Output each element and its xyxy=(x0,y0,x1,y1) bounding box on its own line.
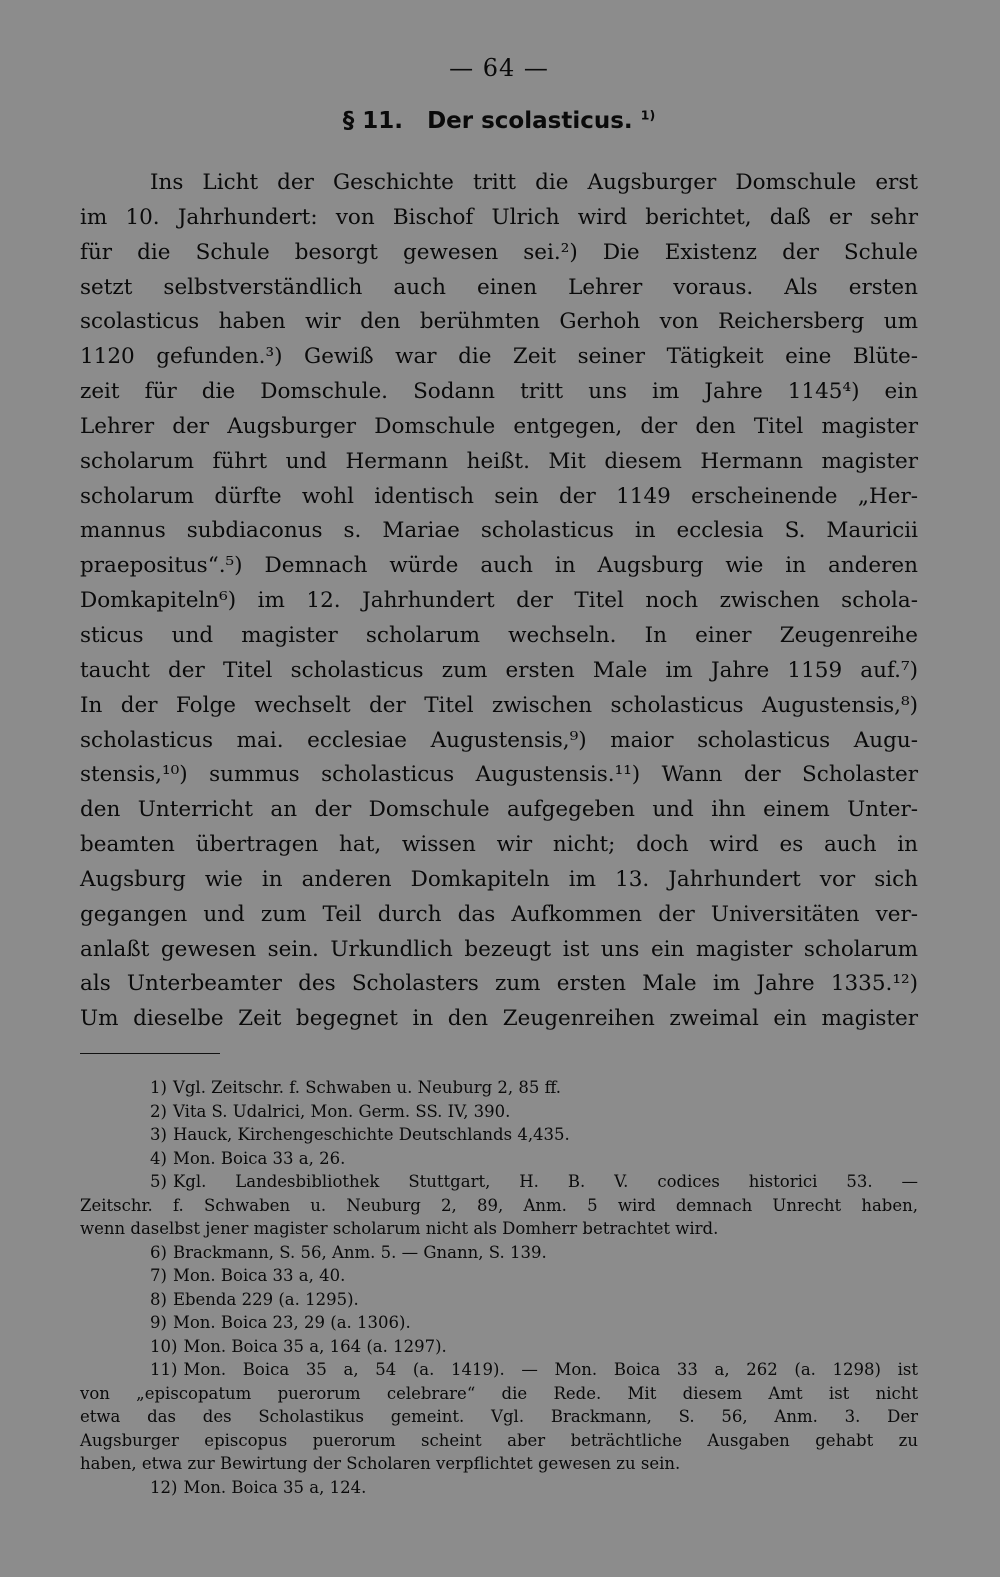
footnote-text: Mon. Boica 35 a, 124. xyxy=(183,1477,367,1497)
body-line: beamten übertragen hat, wissen wir nicht; doch wird es auch in xyxy=(80,832,918,858)
footnote xyxy=(80,1264,918,1288)
footnote xyxy=(80,1241,918,1265)
footnote-line xyxy=(150,1264,918,1288)
footnote-line xyxy=(150,1311,918,1335)
footnote-number: 7) xyxy=(150,1266,167,1286)
footnote xyxy=(80,1358,918,1476)
footnote xyxy=(80,1288,918,1312)
body-line: Lehrer der Augsburger Domschule entgegen, der den Titel magister xyxy=(80,413,918,439)
body-text xyxy=(80,166,918,1037)
footnote-line xyxy=(80,1217,918,1241)
footnote-text: Brackmann, S. 56, Anm. 5. — Gnann, S. 139. xyxy=(172,1242,547,1262)
body-line: taucht der Titel scholasticus zum ersten Male im Jahre 1159 auf.⁷) xyxy=(80,657,918,683)
footnote-number: 4) xyxy=(150,1148,167,1168)
section-title-text: Der scolasticus. xyxy=(427,108,633,134)
footnote-text: Hauck, Kirchengeschichte Deutschlands 4,435. xyxy=(172,1125,570,1145)
body-line: stensis,¹⁰) summus scholasticus Augustensis.¹¹) Wann der Scholaster xyxy=(80,762,918,788)
footnote-line xyxy=(150,1335,918,1359)
footnote xyxy=(80,1476,918,1500)
footnote xyxy=(80,1147,918,1171)
footnote-number: 2) xyxy=(150,1101,167,1121)
footnote-line xyxy=(150,1076,918,1100)
footnote-number: 9) xyxy=(150,1313,167,1333)
section-sign: § 11. xyxy=(342,108,404,134)
body-line: gegangen und zum Teil durch das Aufkommen der Universitäten ver- xyxy=(80,901,918,927)
footnote-text: wenn daselbst jener magister scholarum nicht als Domherr betrachtet wird. xyxy=(80,1219,719,1239)
footnote-line xyxy=(80,1194,918,1218)
footnote-number: 11) xyxy=(150,1360,178,1380)
footnote-number: 12) xyxy=(150,1477,178,1497)
footnote-line xyxy=(80,1382,918,1406)
body-line: zeit für die Domschule. Sodann tritt uns im Jahre 1145⁴) ein xyxy=(80,379,918,405)
body-line: anlaßt gewesen sein. Urkundlich bezeugt ist uns ein magister scholarum xyxy=(80,936,918,962)
body-line: als Unterbeamter des Scholasters zum ersten Male im Jahre 1335.¹²) xyxy=(80,971,918,997)
footnote-line xyxy=(150,1476,918,1500)
footnote-text: Zeitschr. f. Schwaben u. Neuburg 2, 89, Anm. 5 wird demnach Unrecht haben, xyxy=(80,1195,918,1215)
footnote-text: etwa das des Scholastikus gemeint. Vgl. Brackmann, S. 56, Anm. 3. Der xyxy=(80,1407,918,1427)
footnote xyxy=(80,1100,918,1124)
footnote-number: 1) xyxy=(150,1078,167,1098)
footnote-line xyxy=(150,1358,918,1382)
footnote-text: Kgl. Landesbibliothek Stuttgart, H. B. V. codices historici 53. — xyxy=(172,1172,918,1192)
body-line: Augsburg wie in anderen Domkapiteln im 13. Jahrhundert vor sich xyxy=(80,866,918,892)
body-line: scholarum führt und Hermann heißt. Mit diesem Hermann magister xyxy=(80,448,918,474)
footnote-line xyxy=(150,1100,918,1124)
body-line: setzt selbstverständlich auch einen Lehrer voraus. Als ersten xyxy=(80,274,918,300)
section-footnote-ref: 1) xyxy=(640,107,656,123)
body-line: im 10. Jahrhundert: von Bischof Ulrich wird berichtet, daß er sehr xyxy=(80,204,918,230)
page-number: — 64 — xyxy=(449,54,549,82)
body-line: mannus subdiaconus s. Mariae scholasticus in ecclesia S. Mauricii xyxy=(80,518,918,544)
footnote-text: Augsburger episcopus puerorum scheint aber beträchtliche Ausgaben gehabt zu xyxy=(80,1430,918,1450)
footnote-text: Ebenda 229 (a. 1295). xyxy=(172,1289,359,1309)
footnote-line xyxy=(150,1123,918,1147)
footnote-text: Vita S. Udalrici, Mon. Germ. SS. IV, 390. xyxy=(172,1101,511,1121)
footnote-number: 10) xyxy=(150,1336,178,1356)
footnote-line xyxy=(150,1147,918,1171)
body-line: für die Schule besorgt gewesen sei.²) Die Existenz der Schule xyxy=(80,239,918,265)
footnote xyxy=(80,1123,918,1147)
footnote-text: von „episcopatum puerorum celebrare“ die Rede. Mit diesem Amt ist nicht xyxy=(80,1383,918,1403)
footnote-text: Mon. Boica 33 a, 26. xyxy=(172,1148,346,1168)
footnote xyxy=(80,1335,918,1359)
body-line: scholarum dürfte wohl identisch sein der 1149 erscheinende „Her- xyxy=(80,483,918,509)
section-heading xyxy=(80,108,918,148)
footnote xyxy=(80,1170,918,1241)
footnote-divider xyxy=(80,1053,220,1054)
footnote-line xyxy=(80,1452,918,1476)
body-line: Um dieselbe Zeit begegnet in den Zeugenreihen zweimal ein magister xyxy=(80,1006,918,1032)
body-line: praepositus“.⁵) Demnach würde auch in Augsburg wie in anderen xyxy=(80,553,918,579)
footnote xyxy=(80,1076,918,1100)
footnotes xyxy=(80,1076,918,1499)
footnote-text: Mon. Boica 35 a, 54 (a. 1419). — Mon. Boica 33 a, 262 (a. 1298) ist xyxy=(183,1360,918,1380)
footnote-text: Mon. Boica 23, 29 (a. 1306). xyxy=(172,1313,411,1333)
footnote-number: 6) xyxy=(150,1242,167,1262)
footnote-number: 8) xyxy=(150,1289,167,1309)
body-line: den Unterricht an der Domschule aufgegeben und ihn einem Unter- xyxy=(80,797,918,823)
body-line: scolasticus haben wir den berühmten Gerhoh von Reichersberg um xyxy=(80,309,918,335)
footnote-line xyxy=(80,1405,918,1429)
footnote-number: 5) xyxy=(150,1172,167,1192)
footnote-line xyxy=(150,1170,918,1194)
footnote-text: Vgl. Zeitschr. f. Schwaben u. Neuburg 2, 85 ff. xyxy=(172,1078,561,1098)
footnote xyxy=(80,1311,918,1335)
body-line: 1120 gefunden.³) Gewiß war die Zeit seiner Tätigkeit eine Blüte- xyxy=(80,344,918,370)
footnote-text: Mon. Boica 35 a, 164 (a. 1297). xyxy=(183,1336,447,1356)
body-line: scholasticus mai. ecclesiae Augustensis,⁹) maior scholasticus Augu- xyxy=(80,727,918,753)
body-line: In der Folge wechselt der Titel zwischen scholasticus Augustensis,⁸) xyxy=(80,692,918,718)
document-page xyxy=(80,48,918,1499)
footnote-text: haben, etwa zur Bewirtung der Scholaren verpflichtet gewesen zu sein. xyxy=(80,1454,681,1474)
footnote-line xyxy=(80,1429,918,1453)
body-line: Ins Licht der Geschichte tritt die Augsburger Domschule erst xyxy=(150,170,918,195)
footnote-line xyxy=(150,1288,918,1312)
footnote-line xyxy=(150,1241,918,1265)
footnote-text: Mon. Boica 33 a, 40. xyxy=(172,1266,346,1286)
footnote-number: 3) xyxy=(150,1125,167,1145)
body-line: Domkapiteln⁶) im 12. Jahrhundert der Titel noch zwischen schola- xyxy=(80,588,918,614)
body-line: sticus und magister scholarum wechseln. In einer Zeugenreihe xyxy=(80,622,918,648)
